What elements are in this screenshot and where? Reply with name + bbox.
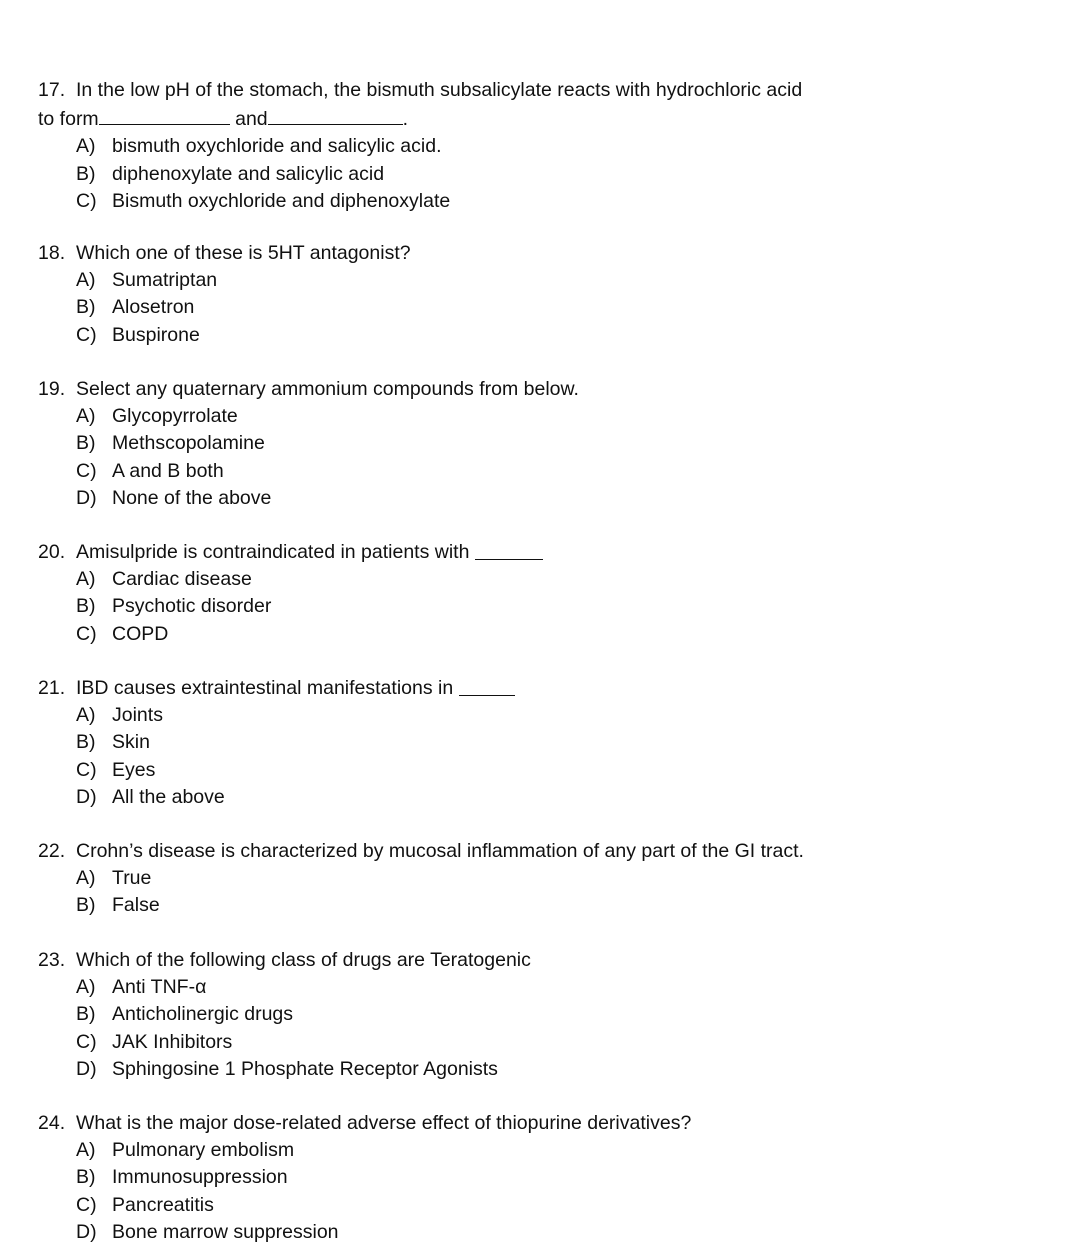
option-b[interactable]: B) Alosetron xyxy=(76,296,195,319)
option-d[interactable]: D) Bone marrow suppression xyxy=(76,1220,339,1243)
option-b[interactable]: B) diphenoxylate and salicylic acid xyxy=(76,162,385,185)
options-list xyxy=(38,974,1050,1083)
question-text: Which one of these is 5HT antagonist? xyxy=(76,242,411,264)
answer-blank xyxy=(268,104,403,125)
option-a[interactable]: A) Sumatriptan xyxy=(76,269,218,292)
option-d[interactable]: D) Sphingosine 1 Phosphate Receptor Agonists xyxy=(76,1057,498,1080)
question-22 xyxy=(38,838,1050,920)
question-19 xyxy=(38,376,1050,512)
options-list xyxy=(38,133,1050,215)
option-b[interactable]: B) Methscopolamine xyxy=(76,432,265,455)
option-c[interactable]: C) JAK Inhibitors xyxy=(76,1030,233,1053)
question-text: IBD causes extraintestinal manifestations in xyxy=(76,677,454,699)
question-number: 17. xyxy=(38,79,66,101)
options-list xyxy=(38,403,1050,512)
option-c[interactable]: C) Pancreatitis xyxy=(76,1193,214,1216)
question-17 xyxy=(38,77,1050,215)
continuation-middle: and xyxy=(235,108,268,131)
options-list xyxy=(38,865,1050,919)
option-a[interactable]: A) Pulmonary embolism xyxy=(76,1139,295,1162)
question-number: 21. xyxy=(38,677,66,699)
option-c[interactable]: C) COPD xyxy=(76,622,169,645)
question-continuation xyxy=(38,104,1050,133)
options-list xyxy=(38,566,1050,648)
question-number: 22. xyxy=(38,840,66,862)
option-c[interactable]: C) Bismuth oxychloride and diphenoxylate xyxy=(76,189,451,212)
option-b[interactable]: B) Immunosuppression xyxy=(76,1166,288,1189)
option-d[interactable]: D) All the above xyxy=(76,785,225,808)
answer-blank xyxy=(475,539,543,560)
question-text: Select any quaternary ammonium compounds from below. xyxy=(76,378,579,400)
option-b[interactable]: B) Anticholinergic drugs xyxy=(76,1003,294,1026)
options-list xyxy=(38,702,1050,811)
continuation-suffix: . xyxy=(402,108,409,131)
question-number: 23. xyxy=(38,949,66,971)
option-c[interactable]: C) Buspirone xyxy=(76,323,200,346)
option-c[interactable]: C) Eyes xyxy=(76,758,156,781)
continuation-prefix: to form xyxy=(38,108,99,131)
options-list xyxy=(38,1137,1050,1246)
option-a[interactable]: A) Anti TNF-α xyxy=(76,976,207,999)
question-text: Which of the following class of drugs are Teratogenic xyxy=(76,949,531,971)
question-number: 18. xyxy=(38,242,66,264)
option-a[interactable]: A) True xyxy=(76,867,152,890)
options-list xyxy=(38,267,1050,349)
option-a[interactable]: A) Cardiac disease xyxy=(76,568,252,591)
question-text: In the low pH of the stomach, the bismuth subsalicylate reacts with hydrochloric acid xyxy=(76,79,803,101)
option-b[interactable]: B) Psychotic disorder xyxy=(76,595,272,618)
question-text: Crohn’s disease is characterized by mucosal inflammation of any part of the GI tract. xyxy=(76,840,804,862)
option-b[interactable]: B) Skin xyxy=(76,731,150,754)
question-20 xyxy=(38,539,1050,648)
question-text: Amisulpride is contraindicated in patients with xyxy=(76,541,470,563)
question-23 xyxy=(38,947,1050,1083)
question-text: What is the major dose-related adverse effect of thiopurine derivatives? xyxy=(76,1112,692,1134)
question-18 xyxy=(38,240,1050,349)
option-a[interactable]: A) Glycopyrrolate xyxy=(76,405,238,428)
question-number: 19. xyxy=(38,378,66,400)
option-a[interactable]: A) Joints xyxy=(76,704,163,727)
question-number: 20. xyxy=(38,541,66,563)
option-c[interactable]: C) A and B both xyxy=(76,459,224,482)
option-b[interactable]: B) False xyxy=(76,894,160,917)
question-21 xyxy=(38,675,1050,811)
question-24 xyxy=(38,1110,1050,1246)
question-number: 24. xyxy=(38,1112,66,1134)
option-d[interactable]: D) None of the above xyxy=(76,486,272,509)
answer-blank xyxy=(99,104,230,125)
option-a[interactable]: A) bismuth oxychloride and salicylic acid. xyxy=(76,135,442,158)
answer-blank xyxy=(459,675,515,696)
